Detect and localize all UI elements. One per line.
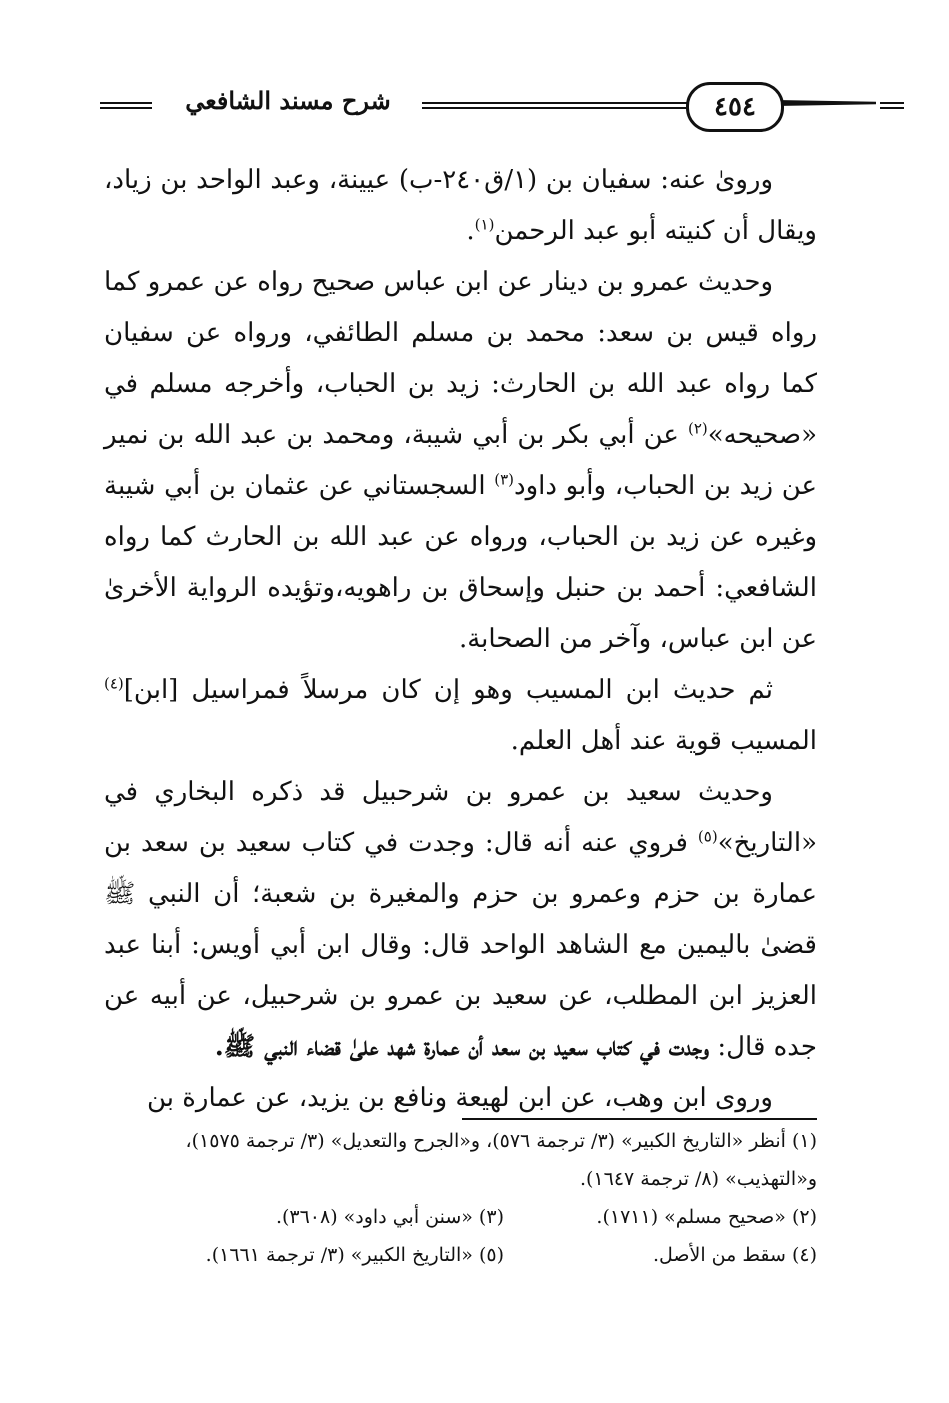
text-run: السجستاني عن عثمان بن أبي شيبة وغيره عن زيد بن الحباب، ورواه عن عبد الله بن الحارث كما رواه الشافعي: أحمد بن حنبل وإسحاق بن راهويه،وتؤيده الرواية الأخرىٰ عن ابن عباس، وآخر من الصحابة. <box>104 471 817 654</box>
paragraph <box>104 767 817 1073</box>
paragraph <box>104 665 817 767</box>
text-run: . <box>466 216 475 246</box>
footnote-3: (٣) «سنن أبي داود» (٣٦٠٨). <box>275 1206 504 1228</box>
footnote-4: (٤) سقط من الأصل. <box>652 1244 817 1266</box>
text-run: وحديث عمرو بن دينار عن ابن عباس صحيح رواه عن عمرو كما رواه قيس بن سعد: محمد بن مسلم الطائفي، ورواه عن سفيان كما رواه عبد الله بن الحارث: زيد بن الحباب، وأخرجه مسلم في «صحيحه» <box>104 267 817 450</box>
paragraph <box>104 155 817 257</box>
page-number-ornament <box>776 100 876 106</box>
footnote-5: (٥) «التاريخ الكبير» (٣/ ترجمة ١٦٦١). <box>205 1244 504 1266</box>
footnote-1-line-2: و«التهذيب» (٨/ ترجمة ١٦٤٧). <box>579 1168 817 1190</box>
bold-phrase: وجدت في كتاب سعيد بن سعد أن عمارة شهد علىٰ قضاء النبي ﷺ. <box>214 1032 710 1062</box>
text-run: المسيب قوية عند أهل العلم. <box>510 726 817 756</box>
paragraph <box>104 1073 817 1124</box>
paragraph <box>104 257 817 665</box>
footnote-row-2-3 <box>104 1198 817 1236</box>
footnote-row-4-5 <box>104 1236 817 1274</box>
footnote-marker: (٥) <box>697 827 718 846</box>
text-run: وروى ابن وهب، عن ابن لهيعة ونافع بن يزيد، عن عمارة بن <box>146 1083 773 1113</box>
text-run: عن أبي بكر بن أبي شيبة، ومحمد بن عبد الله بن نمير عن زيد بن الحباب، وأبو داود <box>104 420 817 501</box>
footnote-separator <box>462 1118 817 1120</box>
footnote-2: (٢) «صحيح مسلم» (١٧١١). <box>596 1206 817 1228</box>
footnotes <box>104 1122 817 1274</box>
text-run: فروي عنه أنه قال: وجدت في كتاب سعيد بن سعد بن عمارة بن حزم وعمرو بن حزم والمغيرة بن شعبة؛ أن النبي ﷺ قضىٰ باليمين مع الشاهد الواحد قال: وقال ابن أبي أويس: أبنا عبد العزيز ابن المطلب، عن سعيد بن عمرو بن شرحبيل، عن أبيه عن جده قال: <box>104 828 817 1062</box>
footnote-1-line-1: (١) أنظر «التاريخ الكبير» (٣/ ترجمة ٥٧٦)، و«الجرح والتعديل» (٣/ ترجمة ١٥٧٥)، <box>185 1130 817 1152</box>
text-run: ثم حديث ابن المسيب وهو إن كان مرسلاً فمراسيل [ابن] <box>123 675 773 705</box>
footnote-marker: (٢) <box>687 419 708 438</box>
text-run: وحديث سعيد بن عمرو بن شرحبيل قد ذكره البخاري في «التاريخ» <box>104 777 817 858</box>
main-text <box>104 155 817 1124</box>
header-rule-right <box>880 102 904 109</box>
page-number: ٤٥٤ <box>686 82 784 132</box>
header-title: شرح مسند الشافعي <box>185 86 391 115</box>
footnote-marker: (٤) <box>104 674 124 693</box>
header-rule-left <box>100 102 152 109</box>
footnote-marker: (٣) <box>494 470 514 489</box>
running-header <box>100 80 820 130</box>
footnote-marker: (١) <box>474 215 495 234</box>
text-run: وروىٰ عنه: سفيان بن (١/ق٢٤٠-ب) عيينة، وعبد الواحد بن زياد، ويقال أن كنيته أبو عبد الرحمن <box>104 165 817 246</box>
